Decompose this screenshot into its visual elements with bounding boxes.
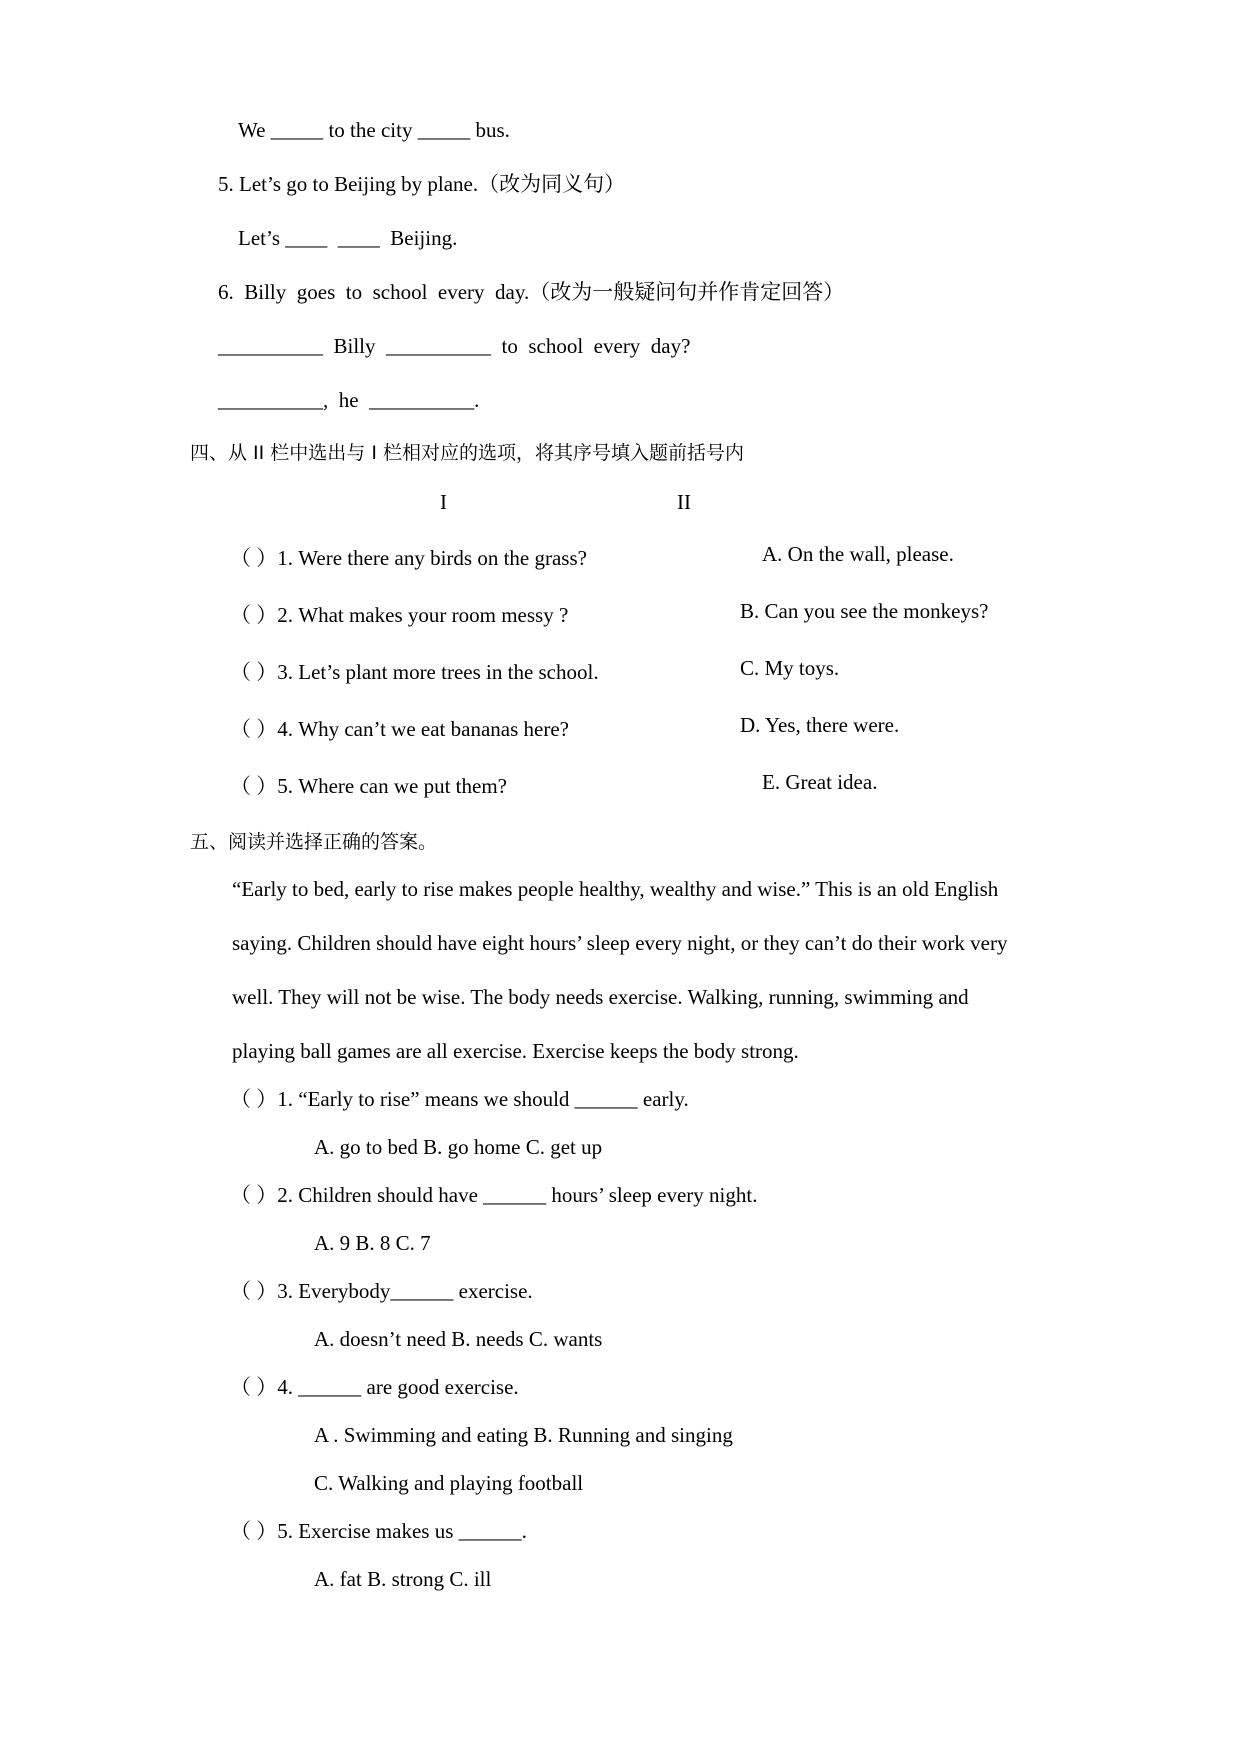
column-header-II: II	[677, 490, 691, 514]
section-five-heading: 五、阅读并选择正确的答案。	[190, 831, 438, 853]
reading-options: A. fat B. strong C. ill	[314, 1567, 492, 1591]
reading-passage	[190, 879, 1061, 1062]
column-header-I: I	[440, 490, 447, 514]
match-left-item: （ ）1. Were there any birds on the grass?	[230, 546, 587, 570]
reading-question: （ ）3. Everybody______ exercise.	[230, 1279, 533, 1303]
match-left-item: （ ）2. What makes your room messy ?	[230, 603, 569, 627]
reading-question: （ ）1. “Early to rise” means we should ______ early.	[230, 1087, 689, 1111]
match-right-item: A. On the wall, please.	[762, 542, 954, 566]
question-6-answer-line-a: __________ Billy __________ to school every day?	[218, 334, 691, 358]
passage-line: playing ball games are all exercise. Exercise keeps the body strong.	[232, 1039, 799, 1063]
passage-line: “Early to bed, early to rise makes people healthy, wealthy and wise.” This is an old English	[232, 877, 999, 901]
passage-line: saying. Children should have eight hours’ sleep every night, or they can’t do their work very	[232, 931, 1008, 955]
match-left-item: （ ）4. Why can’t we eat bananas here?	[230, 717, 569, 741]
reading-options: A. go to bed B. go home C. get up	[314, 1135, 603, 1159]
match-right-item: E. Great idea.	[762, 770, 878, 794]
question-6-prompt: 6. Billy goes to school every day.（改为一般疑问句并作肯定回答）	[218, 280, 845, 304]
match-row	[190, 770, 1061, 800]
reading-options: A . Swimming and eating B. Running and singing	[314, 1423, 733, 1447]
match-row	[190, 656, 1061, 686]
reading-question: （ ）5. Exercise makes us ______.	[230, 1519, 527, 1543]
match-right-item: D. Yes, there were.	[740, 713, 900, 737]
section-four-heading: 四、从 II 栏中选出与 I 栏相对应的选项，将其序号填入题前括号内	[190, 442, 744, 464]
fill-blank-line: We _____ to the city _____ bus.	[238, 118, 510, 142]
match-right-item: C. My toys.	[740, 656, 840, 680]
match-row	[190, 713, 1061, 743]
reading-question: （ ）2. Children should have ______ hours’ sleep every night.	[230, 1183, 758, 1207]
reading-question: （ ）4. ______ are good exercise.	[230, 1375, 519, 1399]
question-5-prompt: 5. Let’s go to Beijing by plane.（改为同义句）	[218, 172, 626, 196]
match-right-item: B. Can you see the monkeys?	[740, 599, 989, 623]
passage-line: well. They will not be wise. The body needs exercise. Walking, running, swimming and	[232, 985, 969, 1009]
question-5-answer-line: Let’s ____ ____ Beijing.	[238, 226, 458, 250]
reading-options: C. Walking and playing football	[314, 1471, 584, 1495]
match-row	[190, 542, 1061, 572]
reading-options: A. doesn’t need B. needs C. wants	[314, 1327, 603, 1351]
question-6-answer-line-b: __________, he __________.	[218, 388, 480, 412]
reading-options: A. 9 B. 8 C. 7	[314, 1231, 431, 1255]
match-left-item: （ ）3. Let’s plant more trees in the school.	[230, 660, 599, 684]
match-row	[190, 599, 1061, 629]
match-column-headers	[190, 490, 1061, 515]
match-left-item: （ ）5. Where can we put them?	[230, 774, 507, 798]
